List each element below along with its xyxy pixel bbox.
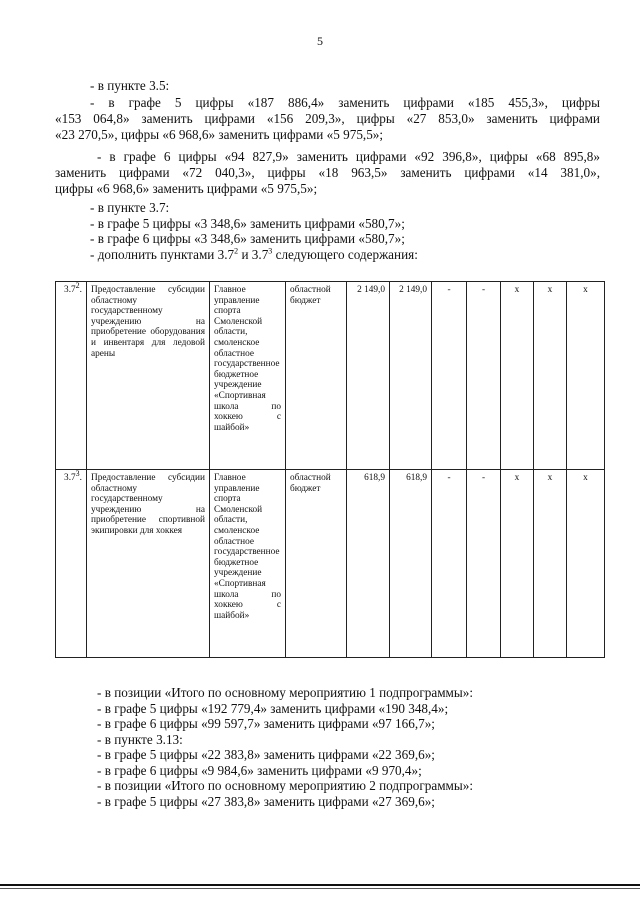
table-row: [56, 470, 605, 658]
bottom-rule: [0, 884, 640, 886]
cell-description: Предоставление субсидии областному государственному учреждению на приобретение оборудования и инвентаря для ледовой арены: [87, 282, 210, 470]
cell-total: 618,9: [347, 470, 390, 658]
text-line: - в графе 5 цифры «22 383,8» заменить цифрами «22 369,6»;: [97, 747, 435, 762]
cell-item-number: $3.7^2$.: [56, 282, 87, 470]
cell-mark2: x: [534, 470, 567, 658]
text-line: «153 064,8» заменить цифрами «156 209,3», цифры «27 853,0» заменить цифрами: [55, 111, 600, 126]
cell-mark3: x: [567, 282, 605, 470]
cell-total: 2 149,0: [347, 282, 390, 470]
text-line: - в пункте 3.5:: [90, 78, 170, 93]
cell-year3: -: [467, 282, 501, 470]
text-line: - в пункте 3.7:: [90, 200, 170, 215]
cell-mark3: x: [567, 470, 605, 658]
cell-executor: Главное управление спорта Смоленской области, смоленское областное государственное бюджетное учреждение «Спортивная школа по хоккею с шайбой»: [210, 470, 286, 658]
text-line: цифры «6 968,6» заменить цифрами «5 975,5»;: [55, 180, 318, 196]
paragraph-column6-3-5: [97, 149, 600, 165]
cell-item-number: $3.7^3$.: [56, 470, 87, 658]
text-line: - в графе 5 цифры «192 779,4» заменить цифрами «190 348,4»;: [97, 700, 449, 716]
cell-year3: -: [467, 470, 501, 658]
paragraph-item-3-5: [90, 78, 600, 94]
text-line: - в пункте 3.13:: [97, 731, 183, 747]
cell-year1: 618,9: [390, 470, 432, 658]
cell-year2: -: [432, 282, 467, 470]
cell-description: Предоставление субсидии областному государственному учреждению на приобретение спортивной экипировки для хоккея: [87, 470, 210, 658]
cell-executor: Главное управление спорта Смоленской области, смоленское областное государственное бюджетное учреждение «Спортивная школа по хоккею с шайбой»: [210, 282, 286, 470]
paragraph-column6-3-5-cont: [55, 165, 600, 196]
program-table: [55, 281, 605, 658]
cell-mark1: x: [501, 470, 534, 658]
paragraph-column5-3-5-cont: [55, 111, 600, 142]
table-row: [56, 282, 605, 470]
text-line: - в графе 6 цифры «9 984,6» заменить цифрами «9 970,4»;: [97, 762, 422, 778]
cell-year2: -: [432, 470, 467, 658]
bottom-rule-thin: [0, 888, 640, 889]
text-line: - в графе 6 цифры «99 597,7» заменить цифрами «97 166,7»;: [97, 716, 435, 731]
text-line: - в позиции «Итого по основному мероприятию 2 подпрограммы»:: [97, 778, 474, 793]
text-line: - в графе 5 цифры «3 348,6» заменить цифрами «580,7»;: [90, 215, 405, 231]
cell-funding-source: областной бюджет: [286, 470, 347, 658]
paragraph-bottom: [97, 685, 607, 809]
page-number: 5: [317, 34, 323, 48]
text-line: заменить цифрами «72 040,3», цифры «18 963,5» заменить цифрами «14 381,0»,: [55, 165, 600, 180]
cell-mark1: x: [501, 282, 534, 470]
cell-funding-source: областной бюджет: [286, 282, 347, 470]
paragraph-item-3-7: [90, 200, 600, 262]
cell-year1: 2 149,0: [390, 282, 432, 470]
text-line: - в графе 6 цифры «94 827,9» заменить цифрами «92 396,8», цифры «68 895,8»: [97, 149, 600, 164]
text-line: «23 270,5», цифры «6 968,6» заменить цифрами «5 975,5»;: [55, 126, 384, 142]
cell-mark2: x: [534, 282, 567, 470]
text-line: - в графе 6 цифры «3 348,6» заменить цифрами «580,7»;: [90, 231, 405, 246]
text-line: - в графе 5 цифры «187 886,4» заменить цифрами «185 455,3», цифры: [90, 95, 600, 110]
text-line: - в графе 5 цифры «27 383,8» заменить цифрами «27 369,6»;: [97, 793, 435, 809]
paragraph-column5-3-5: [90, 95, 600, 111]
text-line: - в позиции «Итого по основному мероприятию 1 подпрограммы»:: [97, 685, 474, 700]
text-line-add-items: - дополнить пунктами $3.7^2$ и $3.7^3$ следующего содержания:: [90, 246, 418, 262]
